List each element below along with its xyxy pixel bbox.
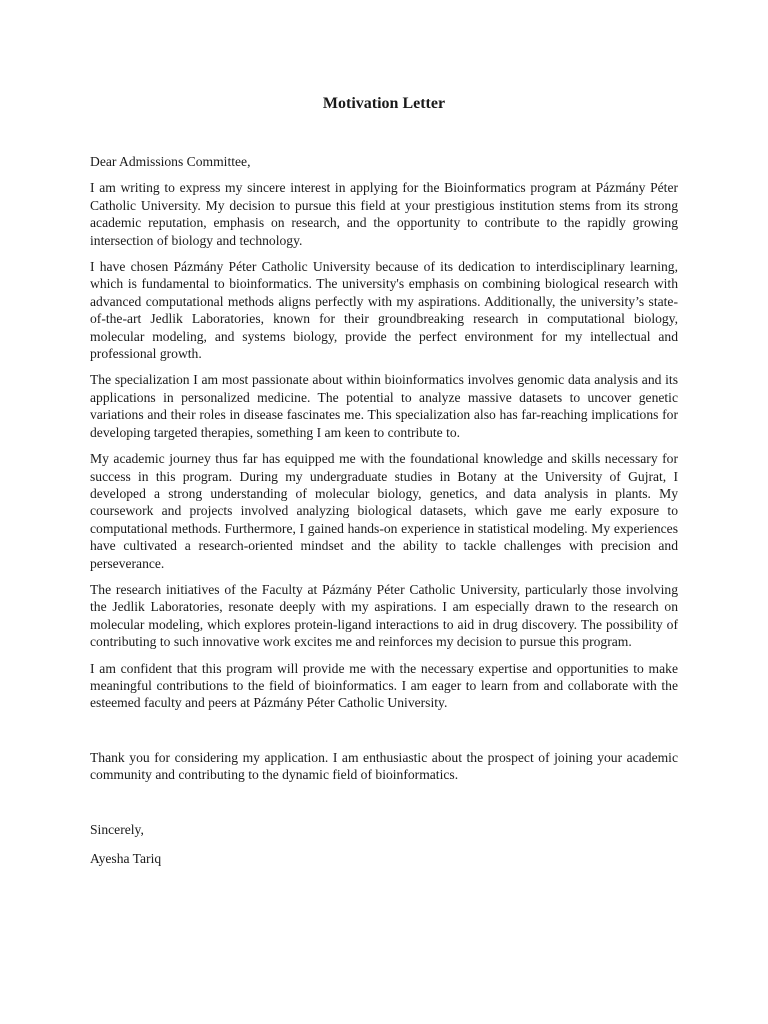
letter-body [90, 153, 678, 876]
closing: Sincerely, [90, 821, 144, 837]
paragraph-academic-journey: My academic journey thus far has equipped me with the foundational knowledge and skills necessary for success in this program. During my undergraduate studies in Botany at the University of Gujrat, I developed a strong understanding of molecular biology, genetics, and data analysis in plants. My coursework and projects involved analyzing biological datasets, which gave me early exposure to computational methods. Furthermore, I gained hands-on experience in statistical modeling. My experiences have cultivated a research-oriented mindset and the ability to tackle challenges with precision and perseverance. [90, 451, 678, 571]
salutation: Dear Admissions Committee, [90, 154, 251, 169]
paragraph-confidence: I am confident that this program will provide me with the necessary expertise and opportunities to make meaningful contributions to the field of bioinformatics. I am eager to learn from and collaborate with the esteemed faculty and peers at Pázmány Péter Catholic University. [90, 660, 678, 711]
paragraph-specialization: The specialization I am most passionate about within bioinformatics involves genomic data analysis and its applications in personalized medicine. The potential to analyze massive datasets to uncover genetic variations and their roles in disease fascinates me. This specialization also has far-reaching implications for developing targeted therapies, something I am keen to contribute to. [90, 372, 678, 440]
page-title: Motivation Letter [322, 95, 446, 112]
signature: Ayesha Tariq [90, 851, 162, 866]
paragraph-research-initiatives: The research initiatives of the Faculty at Pázmány Péter Catholic University, particularly those involving the Jedlik Laboratories, resonate deeply with my aspirations. I am especially drawn to the research on molecular modeling, which explores protein-ligand interactions to aid in drug discovery. The possibility of contributing to such innovative work excites me and reinforces my decision to pursue this program. [90, 581, 678, 650]
paragraph-thanks: Thank you for considering my application. I am enthusiastic about the prospect of joining your academic community and contributing to the dynamic field of bioinformatics. [90, 749, 678, 783]
paragraph-intro: I am writing to express my sincere interest in applying for the Bioinformatics program at Pázmány Péter Catholic University. My decision to pursue this field at your prestigious institution stems from its strong academic reputation, emphasis on research, and the opportunity to contribute to the rapidly growing intersection of biology and technology. [90, 180, 678, 248]
paragraph-university-choice: I have chosen Pázmány Péter Catholic University because of its dedication to interdisciplinary learning, which is fundamental to bioinformatics. The university's emphasis on combining biological research with advanced computational methods aligns perfectly with my aspirations. Additionally, the university’s state-of-the-art Jedlik Laboratories, known for their groundbreaking research in computational biology, molecular modeling, and systems biology, provide the perfect environment for my intellectual and professional growth. [90, 259, 678, 362]
